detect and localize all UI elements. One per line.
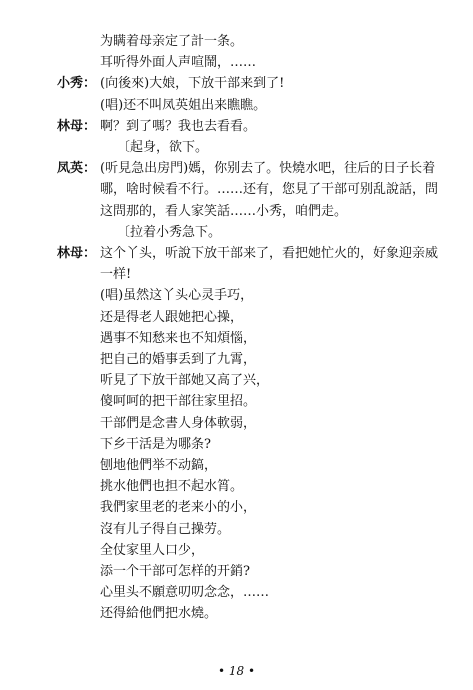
line-text: (向後來)大娘，下放干部来到了! [100, 76, 285, 92]
line-text: 傻呵呵的把干部往家里招。 [100, 394, 257, 410]
line-text: 还得給他們把水燒。 [100, 606, 218, 622]
speaker-label: 小秀： [57, 76, 97, 92]
line-text: (唱)还不叫凤英姐出来瞧瞧。 [100, 97, 267, 113]
line-text: 添一个干部可怎样的开銷? [100, 564, 250, 579]
line-text: 一样! [100, 267, 132, 283]
line-text: 沒有儿子得自己操劳。 [100, 521, 231, 537]
speaker-label: 凤英： [57, 161, 97, 177]
line-text: (唱)虽然这丫头心灵手巧， [100, 288, 254, 304]
line-text: 〔起身，欲下。 [117, 140, 209, 155]
line-text: 把自己的婚事丢到了九霄， [100, 352, 257, 367]
line-text: 挑水他們也担不起水筲。 [100, 479, 244, 495]
speaker-label: 林母： [57, 118, 97, 134]
line-text: 为瞒着母亲定了計一条。 [100, 34, 244, 49]
line-text: 遇事不知愁来也不知煩惱， [100, 330, 257, 346]
line-text: 哪，啥时候看不行。……还有，您見了干部可别乱說話，問 [100, 182, 439, 198]
line-text: 下乡干活是为哪条? [100, 436, 211, 452]
line-text: 这問那的，看人家笑話……小秀，咱們走。 [100, 203, 348, 219]
line-text: (听見急出房門)媽，你别去了。快燒水吧，往后的日子长着 [100, 161, 436, 177]
line-text: 干部們是念書人身体軟弱， [100, 415, 257, 431]
line-text: 这个丫头，听說下放干部来了，看把她忙火的，好象迎亲威 [100, 246, 439, 261]
line-text: 全仗家里人口少， [100, 542, 205, 558]
line-text: 心里头不願意叨叨念念，…… [100, 585, 270, 601]
line-text: 耳听得外面人声喧鬧，…… [100, 55, 257, 71]
line-text: 刨地他們举不动鎬， [100, 458, 218, 473]
line-text: 啊？到了嗎？我也去看看。 [100, 118, 257, 134]
speaker-label: 林母： [57, 246, 97, 261]
line-text: 我們家里老的老来小的小， [100, 500, 257, 516]
line-text: 听見了下放干部她又高了兴， [100, 373, 270, 389]
page-number: • 18 • [217, 664, 256, 678]
line-text: 还是得老人跟她把心操， [100, 309, 244, 325]
line-text: 〔拉着小秀急下。 [117, 224, 222, 240]
